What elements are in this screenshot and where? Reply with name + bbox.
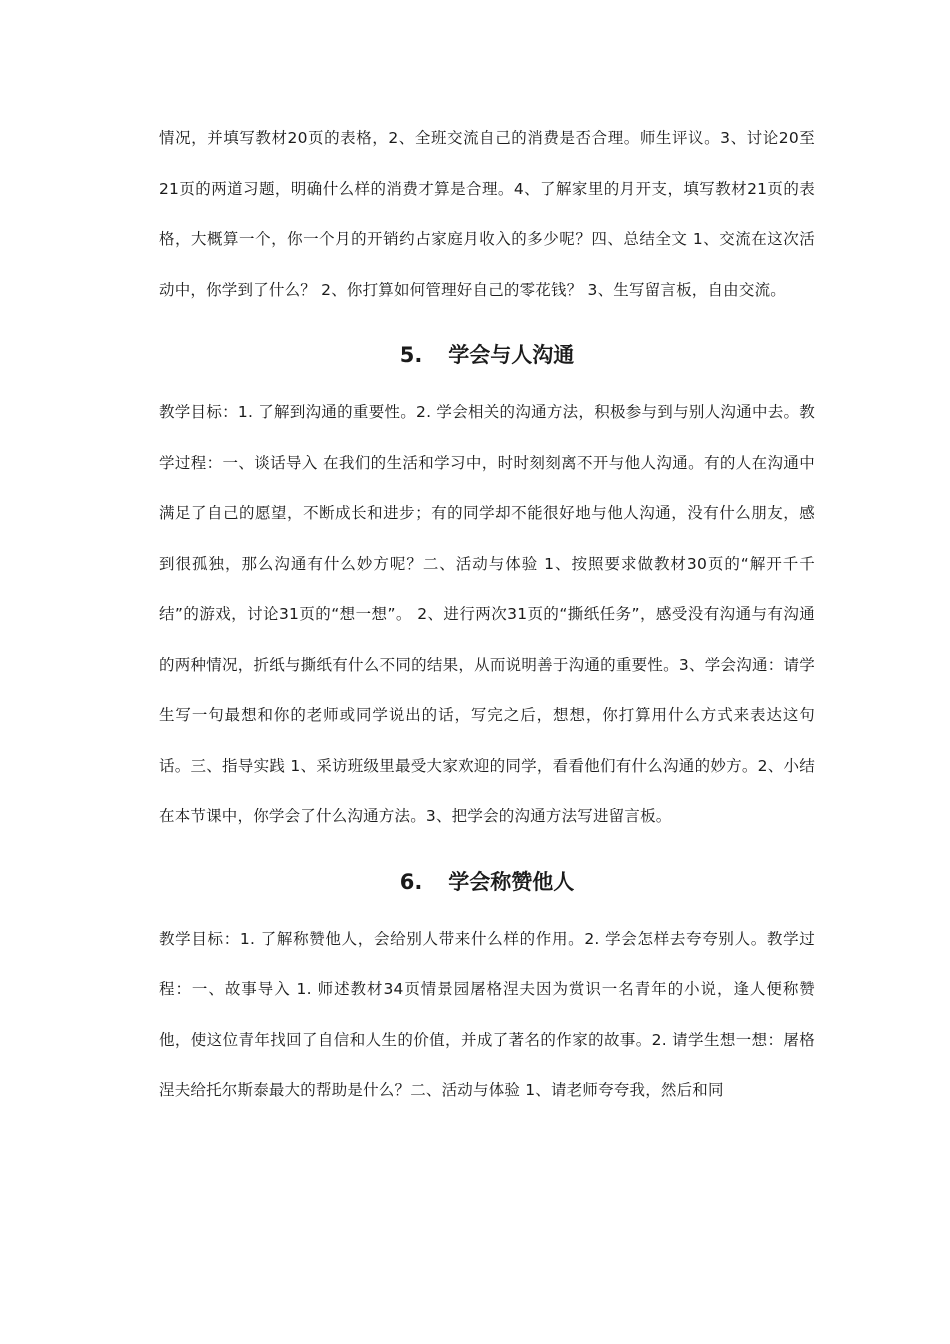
section-title: 学会称赞他人: [448, 869, 575, 894]
section-number: 6.: [399, 869, 423, 894]
section-heading: [159, 325, 815, 385]
body-paragraph: 教学目标：1. 了解到沟通的重要性。2. 学会相关的沟通方法，积极参与到与别人沟通中去。教学过程：一、谈话导入 在我们的生活和学习中，时时刻刻离不开与他人沟通。有的人在沟通中满足了自己的愿望，不断成长和进步；有的同学却不能很好地与他人沟通，没有什么朋友，感到很孤独，那么沟通有什么妙方呢？二、活动与体验 1、按照要求做教材30页的“解开千千结”的游戏，讨论31页的“想一想”。 2、进行两次31页的“撕纸任务”，感受没有沟通与有沟通的两种情况，折纸与撕纸有什么不同的结果，从而说明善于沟通的重要性。3、学会沟通：请学生写一句最想和你的老师或同学说出的话，写完之后，想想，你打算用什么方式来表达这句话。三、指导实践 1、采访班级里最受大家欢迎的同学，看看他们有什么沟通的妙方。2、小结在本节课中，你学会了什么沟通方法。3、把学会的沟通方法写进留言板。: [159, 403, 815, 825]
section-title: 学会与人沟通: [448, 343, 575, 367]
body-paragraph: 教学目标：1. 了解称赞他人，会给别人带来什么样的作用。2. 学会怎样去夸夸别人。教学过程：一、故事导入 1. 师述教材34页情景园屠格涅夫因为赏识一名青年的小说，逢人便称赞他，使这位青年找回了自信和人生的价值，并成了著名的作家的故事。2. 请学生想一想：屠格涅夫给托尔斯泰最大的帮助是什么？二、活动与体验 1、请老师夸夸我，然后和同: [159, 929, 815, 1099]
section-number: 5.: [399, 343, 423, 367]
document-page: [159, 0, 815, 1116]
body-paragraph: 情况，并填写教材20页的表格，2、全班交流自己的消费是否合理。师生评议。3、讨论20至21页的两道习题，明确什么样的消费才算是合理。4、了解家里的月开支，填写教材21页的表格，大概算一个，你一个月的开销约占家庭月收入的多少呢？四、总结全文 1、交流在这次活动中，你学到了什么？ 2、你打算如何管理好自己的零花钱？ 3、生写留言板，自由交流。: [159, 129, 815, 299]
section-heading: [159, 852, 815, 912]
